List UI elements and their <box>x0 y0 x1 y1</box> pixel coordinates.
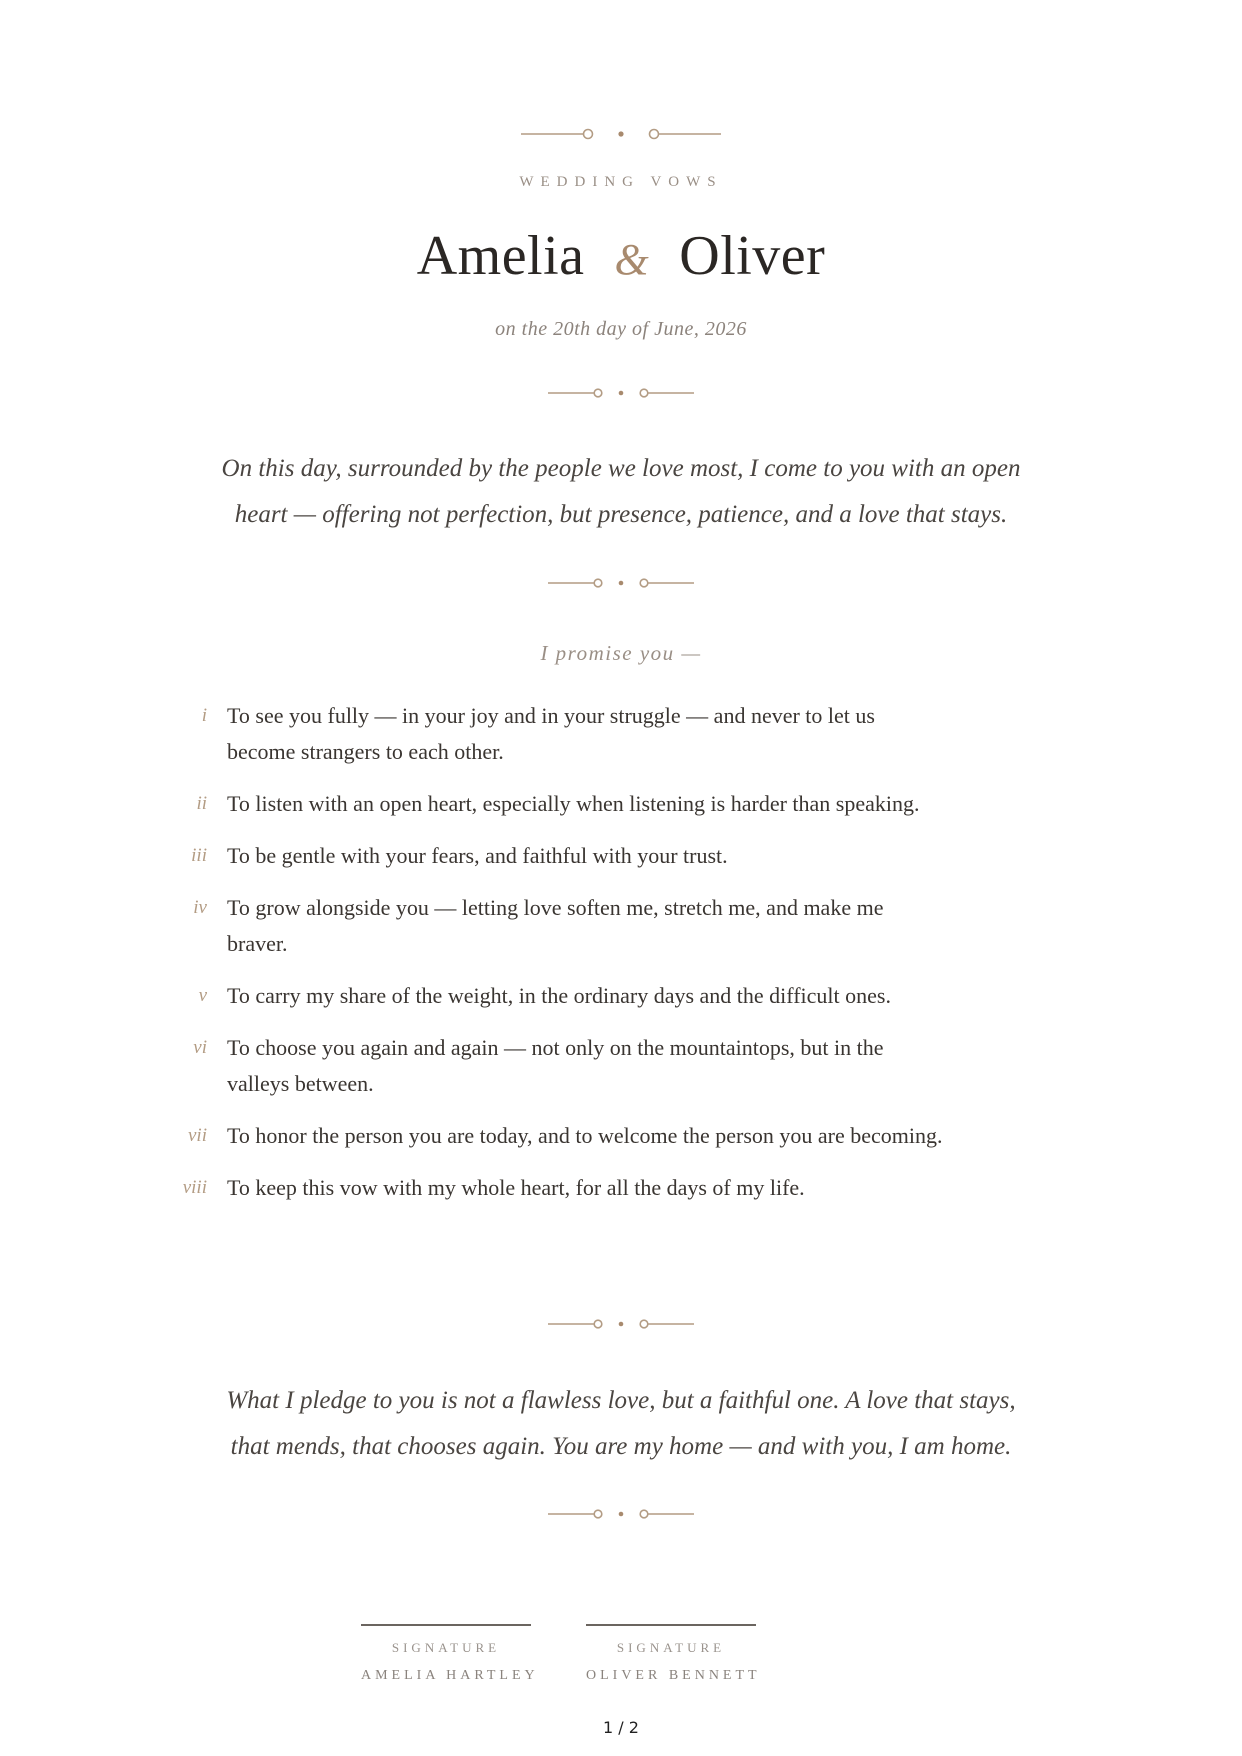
vow-text: To honor the person you are today, and to welcome the person you are becoming. <box>227 1123 943 1148</box>
eyebrow-label: WEDDING VOWS <box>519 174 723 190</box>
ornament-divider-bottom <box>0 1504 1242 1524</box>
couple-names <box>0 224 1242 288</box>
vow-number: vii <box>188 1125 207 1146</box>
closing-line: What I pledge to you is not a flawless love, but a faithful one. A love that stays, <box>226 1387 1016 1414</box>
vow-number: iii <box>191 845 207 866</box>
vow-text: To grow alongside you — letting love soften me, stretch me, and make me braver. <box>227 895 884 956</box>
ornament-divider <box>0 573 1242 593</box>
list-item <box>175 1170 945 1206</box>
wedding-date: on the 20th day of June, 2026 <box>495 318 747 340</box>
list-item <box>175 890 945 962</box>
signature-label: SIGNATURE <box>391 1640 501 1655</box>
signature-line <box>586 1624 756 1626</box>
vow-text: To be gentle with your fears, and faithful with your trust. <box>227 843 728 868</box>
vow-number: iv <box>193 897 207 918</box>
vow-text: To choose you again and again — not only on the mountaintops, but in the valleys between. <box>227 1035 884 1096</box>
intro-line: heart — offering not perfection, but presence, patience, and a love that stays. <box>234 501 1008 528</box>
vow-number: vi <box>193 1037 207 1058</box>
list-item <box>175 978 945 1014</box>
signature-line <box>361 1624 531 1626</box>
ornament-divider-top <box>0 124 1242 144</box>
list-item <box>175 1118 945 1154</box>
vow-text: To see you fully — in your joy and in your struggle — and never to let us become strangers to each other. <box>227 703 875 764</box>
list-item <box>175 1030 945 1102</box>
promise-lead: I promise you — <box>540 641 702 665</box>
signature-label: SIGNATURE <box>616 1640 726 1655</box>
list-item <box>175 698 945 770</box>
closing-line: that mends, that chooses again. You are my home — and with you, I am home. <box>230 1433 1012 1460</box>
ornament-divider <box>0 383 1242 403</box>
signatory-name: AMELIA HARTLEY <box>361 1668 539 1683</box>
vow-text: To listen with an open heart, especially when listening is harder than speaking. <box>227 791 920 816</box>
vows-list <box>175 698 945 1222</box>
name-left: Amelia <box>416 225 585 287</box>
ornament-divider <box>0 1314 1242 1334</box>
intro-paragraph <box>0 446 1242 538</box>
vow-number: ii <box>196 793 207 814</box>
vow-number: i <box>201 705 207 726</box>
vow-number: viii <box>182 1177 207 1198</box>
list-item <box>175 786 945 822</box>
intro-line: On this day, surrounded by the people we love most, I come to you with an open <box>221 455 1021 482</box>
vow-number: v <box>198 985 207 1006</box>
closing-paragraph <box>0 1378 1242 1470</box>
name-right: Oliver <box>679 225 826 287</box>
page-number: 1 / 2 <box>603 1718 639 1737</box>
vow-text: To keep this vow with my whole heart, for all the days of my life. <box>227 1175 805 1200</box>
ampersand: & <box>614 235 650 284</box>
signature-block-oliver <box>586 1624 761 1684</box>
signature-block-amelia <box>361 1624 539 1684</box>
list-item <box>175 838 945 874</box>
vow-text: To carry my share of the weight, in the ordinary days and the difficult ones. <box>227 983 891 1008</box>
signatory-name: OLIVER BENNETT <box>586 1668 761 1683</box>
